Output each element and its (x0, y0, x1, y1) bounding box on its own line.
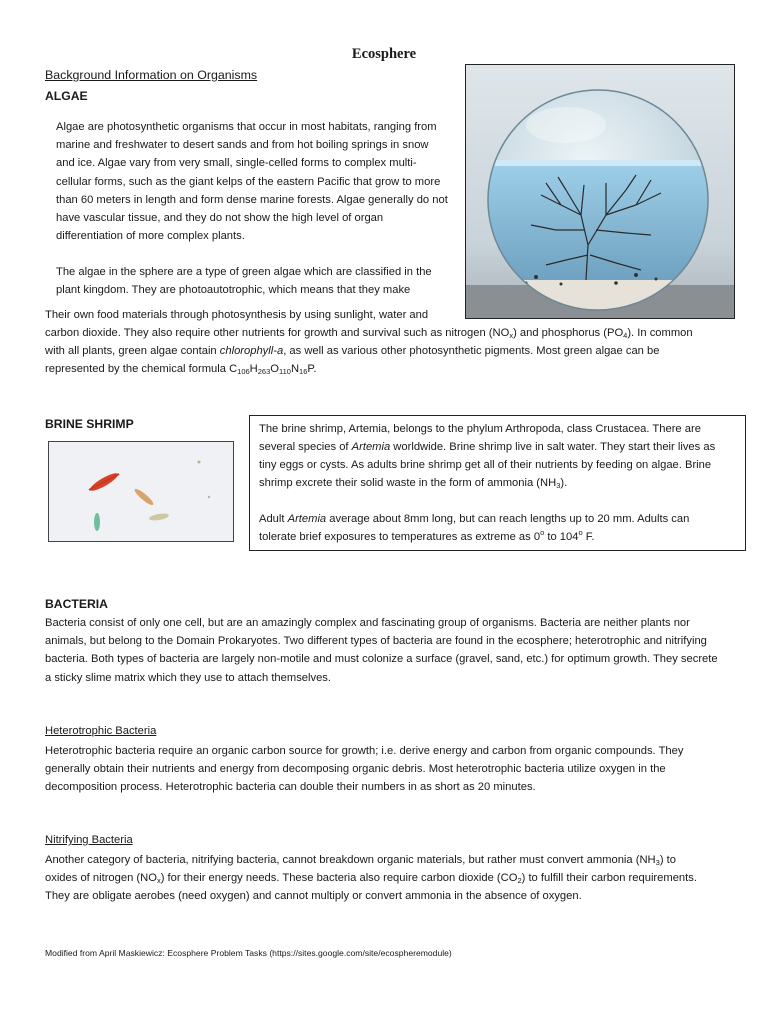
algae-paragraph-2-line-1: The algae in the sphere are a type of green algae which are classified in the (56, 266, 432, 278)
page-title: Ecosphere (351, 46, 417, 62)
bacteria-heading: BACTERIA (45, 597, 108, 611)
nitrifying-line-1: Another category of bacteria, nitrifying bacteria, cannot breakdown organic materials, but rather must convert ammonia $(NH_3)$ to (45, 854, 676, 867)
algae-cont-line-2: carbon dioxide. They also require other nutrients for growth and survival such as nitrogen $(NO_x)$ and phosphorus $(PO_4)$. In common (45, 327, 693, 340)
bacteria-paragraph: Bacteria consist of only one cell, but are an amazingly complex and fascinating group of organisms. Bacteria are neither plants nor animals, but belong to the Domain Prokaryotes. Two different types of bacteria are found in the ecosphere; heterotrophic and nitrifying bacteria. Both types of bacteria are largely non-motile and must colonize a surface (gravel, sand, etc.) for optimum growth. They secrete a sticky slime matrix which they use to attach themselves. (45, 617, 718, 684)
brine-shrimp-line-4: shrimp excrete their solid waste in the form of ammonia $(NH_3)$. (259, 477, 568, 490)
brine-shrimp-heading: BRINE SHRIMP (45, 417, 134, 431)
heterotrophic-heading: Heterotrophic Bacteria (45, 725, 157, 737)
brine-shrimp-line-5: Adult Artemia average about 8mm long, but can reach lengths up to 20 mm. Adults can (259, 513, 690, 525)
algae-cont-line-1: Their own food materials through photosynthesis by using sunlight, water and (45, 309, 429, 321)
algae-cont-line-4: represented by the chemical formula $C_{106}H_{263}O_{110}N_{16}P$. (45, 363, 317, 376)
brine-shrimp-image-frame (48, 441, 234, 542)
heterotrophic-paragraph: Heterotrophic bacteria require an organic carbon source for growth; i.e. derive energy and carbon from organic compounds. They generally obtain their nutrients and energy from decomposing organic debris. Most heterotrophic bacteria utilize oxygen in the decomposition process. Heterotrophic bacteria can double their numbers in as short as 20 minutes. (45, 745, 684, 794)
brine-shrimp-line-1: The brine shrimp, Artemia, belongs to the phylum Arthropoda, class Crustacea. There are (259, 423, 701, 435)
algae-paragraph-2-line-2: plant kingdom. They are photoautotrophic, which means that they make (56, 284, 411, 296)
algae-paragraph-1: Algae are photosynthetic organisms that occur in most habitats, ranging from marine and freshwater to desert sands and from hot boiling springs in snow and ice. Algae vary from very small, single-celled forms to complex multi-cellular forms, such as the giant kelps of the eastern Pacific that grow to more than 60 meters in length and form dense marine forests. Algae generally do not have vascular tissue, and they do not show the high level of organ differentiation of more complex plants. (56, 121, 448, 243)
brine-shrimp-text-box (249, 415, 746, 551)
nitrifying-heading: Nitrifying Bacteria (45, 834, 133, 846)
brine-shrimp-line-3: tiny eggs or cysts. As adults brine shrimp get all of their nutrients by feeding on algae. Brine (259, 459, 712, 471)
algae-heading: ALGAE (45, 89, 88, 103)
nitrifying-line-3: They are obligate aerobes (need oxygen) and cannot multiply or convert ammonia in the absence of oxygen. (45, 890, 582, 902)
background-heading: Background Information on Organisms (45, 68, 258, 82)
footer-credit: Modified from April Maskiewicz: Ecosphere Problem Tasks (https://sites.google.com/site/ecospheremodule) (45, 948, 452, 958)
algae-cont-line-3: with all plants, green algae contain chlorophyll-a, as well as various other photosynthetic pigments. Most green algae can be (45, 345, 660, 357)
brine-shrimp-line-6: tolerate brief exposures to temperatures as extreme as 0$^o$ to 104$^o$ F. (259, 528, 595, 543)
brine-shrimp-line-2: several species of Artemia worldwide. Brine shrimp live in salt water. They start their lives as (259, 441, 716, 453)
nitrifying-line-2: oxides of nitrogen $(NO_x)$ for their energy needs. These bacteria also require carbon dioxide $(CO_2)$ to fulfill their carbon requirements. (45, 872, 697, 885)
ecosphere-image-frame (465, 64, 735, 319)
brine-shrimp-image (49, 442, 233, 541)
ecosphere-image (466, 65, 734, 318)
